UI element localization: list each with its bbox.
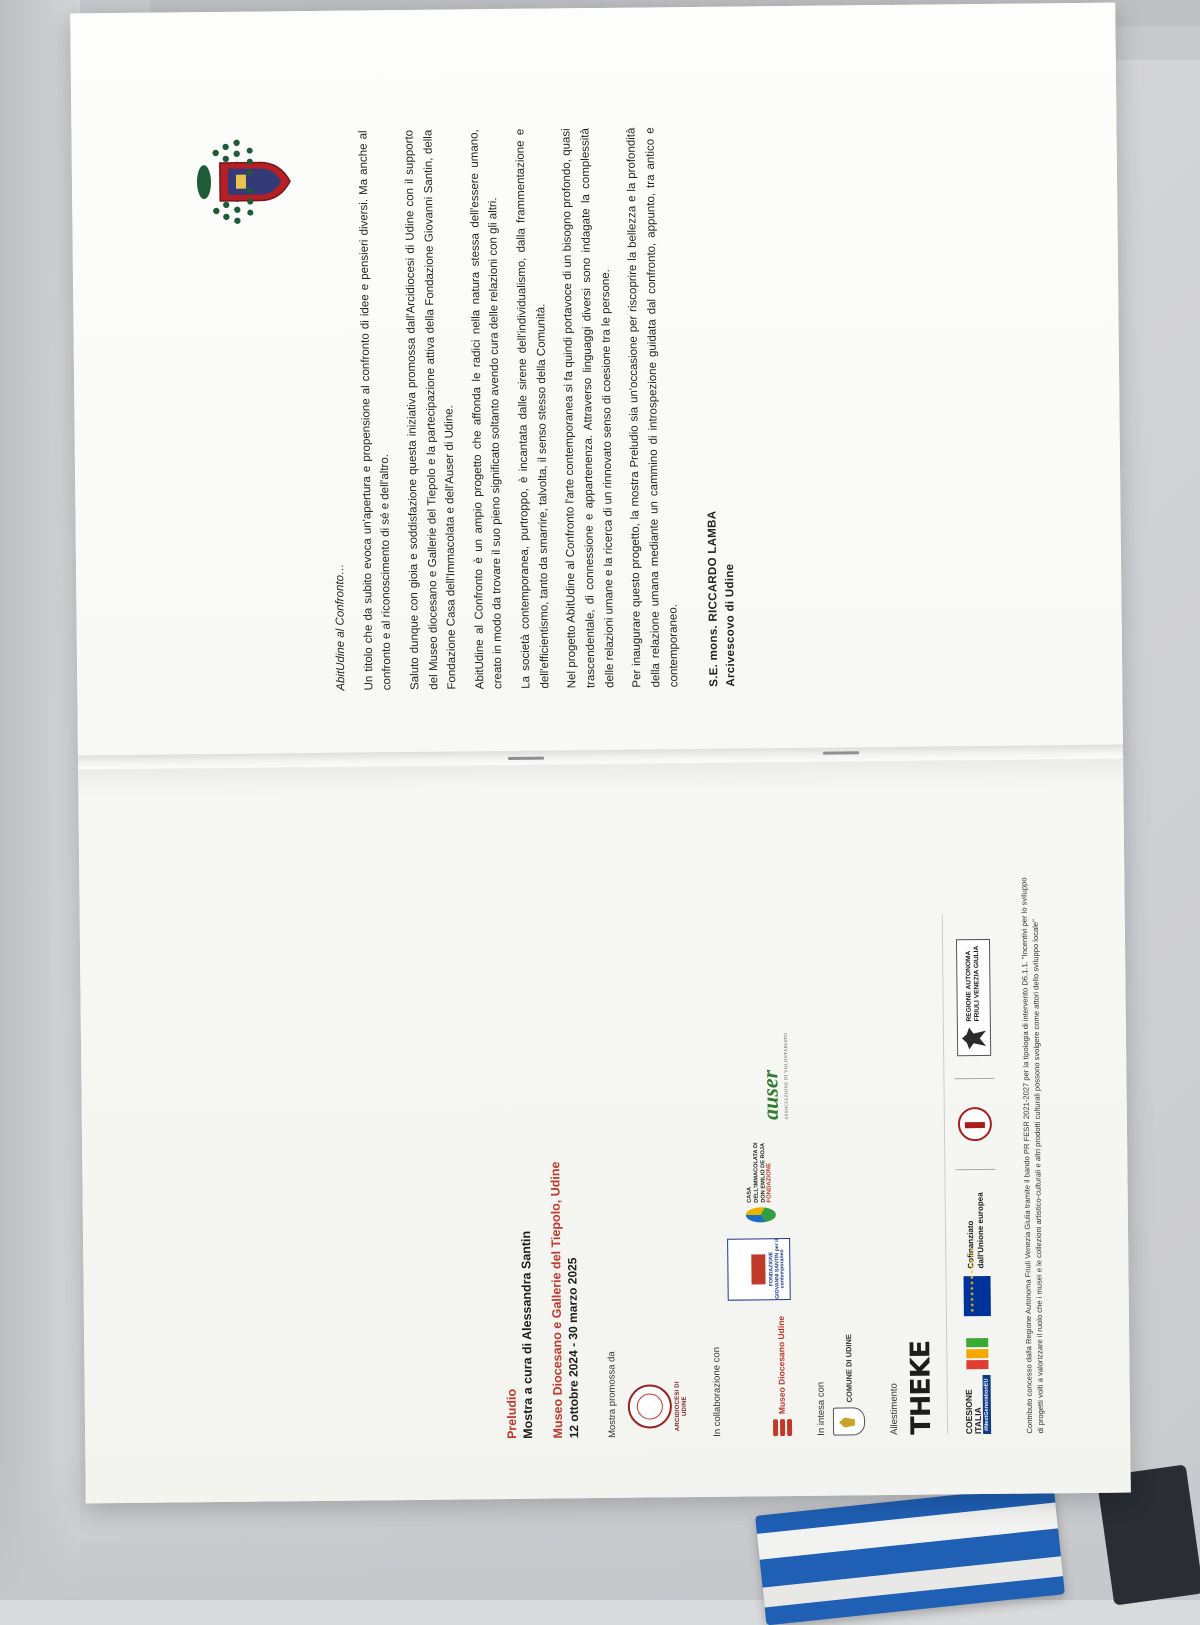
bishop-letter (326, 125, 892, 711)
regione-line-2: FRIULI VENEZIA GIULIA (973, 945, 981, 1022)
museo-diocesano-udine-logo (772, 1316, 792, 1436)
staple-bottom (823, 751, 859, 754)
open-booklet (70, 3, 1131, 1504)
repubblica-italiana-logo (953, 1101, 997, 1147)
coesione-logo-text (964, 1375, 991, 1434)
logo-row-setup (899, 775, 937, 1435)
label-allestimento: Allestimento (888, 1383, 901, 1436)
letter-paragraph-3: AbitUdine al Confronto è un ampio progetto che affonda le radici nella natura stessa dell'essere umano, creato in modo da trovare il suo pieno significato soltanto avendo cura delle relazioni con gli altri. (468, 129, 505, 690)
package-white-strip (757, 1503, 1058, 1560)
eu-flag-icon (963, 1276, 990, 1316)
exhibition-curator: Mostra a cura di Alessandra Santin (519, 1230, 536, 1439)
logo-separator-1 (955, 1169, 995, 1170)
coesione-line-1: COESIONE (963, 1389, 974, 1435)
colophon-divider (942, 914, 948, 1434)
casa-logo-title: CASA DELL'IMMACOLATA DI DON EMILIO DE ROJA (746, 1142, 767, 1203)
theke-logo: THEKE (905, 1340, 938, 1435)
regione-friuli-venezia-giulia-logo (956, 939, 991, 1057)
european-union-logo (962, 1192, 990, 1316)
arcidiocesi-seal-icon (628, 1384, 672, 1428)
eu-line-1: Cofinanziato (965, 1220, 976, 1269)
regione-logo-text (965, 946, 982, 1022)
coesione-tag: #NextGenerationEU (983, 1375, 992, 1434)
casa-glyph-icon (746, 1208, 776, 1223)
exhibition-title: Preludio (504, 1388, 520, 1440)
colophon-stack (498, 773, 1046, 1439)
funding-footnote: Contributo concesso dalla Regione Autonoma Friuli Venezia Giulia tramite il bando PR FESR 2021-2027 per la tipologia di intervento D6.1.1. "Incentivi per lo sviluppo di progetti volti a valorizzare il ruolo che i musei e le collezioni artistico-culturali e altri prodotti culturali possono svolgere come attori dello sviluppo locale" (1019, 877, 1046, 1434)
label-in-intesa-con: In intesa con (815, 1381, 828, 1436)
coesione-italia-logo (964, 1338, 992, 1434)
desk-left-edge (0, 0, 80, 1600)
letter-paragraph-2: Saluto dunque con gioia e soddisfazione questa iniziativa promossa dall'Arcidiocesi di Udine con il supporto del Museo diocesano e Gallerie del Tiepolo e la partecipazione attiva della Fondazione Giovanni Santin, della Fondazione Casa dell'Immacolata e dell'Auser di Udine. (403, 129, 459, 690)
label-promossa-da: Mostra promossa da (606, 1351, 619, 1438)
letter-signature (700, 127, 740, 687)
archdiocese-crest-icon (189, 116, 300, 247)
comune-di-udine-logo (832, 1334, 865, 1436)
casa-dell-immacolata-don-emilio-de-roja-logo (731, 1136, 790, 1223)
fondazione-mark-icon (751, 1254, 765, 1284)
logo-separator-2 (954, 1078, 994, 1079)
eu-line-2: dall'Unione europea (975, 1192, 986, 1269)
letter-paragraph-0: AbitUdine al Confronto… (334, 563, 348, 691)
regione-eagle-icon (962, 1027, 986, 1049)
fondazione-giovanni-santin-logo (727, 1238, 791, 1301)
exhibition-venue: Museo Diocesano e Gallerie del Tiepolo, Udine (548, 1161, 566, 1439)
staple-top (508, 757, 544, 760)
logo-row-promoters (617, 777, 688, 1438)
logo-row-institutional (949, 774, 1000, 1434)
label-in-collaborazione-con: In collaborazione con (711, 1346, 724, 1437)
casa-logo-text (746, 1136, 774, 1203)
coesione-bars-icon (966, 1338, 988, 1369)
auser-logo-text: auser (757, 1069, 783, 1121)
letter-paragraph-6: Per inaugurare questo progetto, la mostra Preludio sia un'occasione per riscoprire la bellezza e la profondità della relazione umana mediante un cammino di introspezione guidata dal confronto, appunto, tra antico e contemporaneo. (625, 127, 681, 688)
casa-logo-subtitle: FONDAZIONE (766, 1162, 774, 1203)
repubblica-emblem-icon (958, 1107, 992, 1141)
letter-paragraph-4: La società contemporanea, purtroppo, è incantata dalle sirene dell'individualismo, dalla frammentazione e dell'efficientismo, tanto da smarrire, talvolta, il senso stesso della Comunità. (514, 128, 551, 689)
museo-marks-icon (773, 1419, 792, 1436)
letter-text-block (326, 127, 740, 691)
arcidiocesi-di-udine-logo (624, 1375, 689, 1438)
coesione-line-2: ITALIA (972, 1407, 984, 1435)
logo-row-partners (826, 775, 865, 1435)
colophon-page (498, 773, 1105, 1479)
auser-logo (757, 1033, 789, 1120)
letter-paragraph-5: Nel progetto AbitUdine al Confronto l'arte contemporanea si fa quindi portavoce di un bisogno profondo, quasi trascendentale, di connessione e appartenenza. Attraverso linguaggi diversi sono indagate la complessità delle relazioni umane e la ricerca di un rinnovato senso di coesione tra le persone. (560, 128, 616, 689)
logo-row-collaborators (722, 776, 792, 1437)
signature-name: S.E. mons. RICCARDO LAMBA (706, 510, 721, 687)
auser-logo-subtitle: ASSOCIAZIONE DI VOLONTARIATO (782, 1032, 789, 1120)
exhibition-dates: 12 ottobre 2024 - 30 marzo 2025 (565, 1257, 582, 1439)
signature-role: Arcivescovo di Udine (724, 563, 738, 687)
letter-paragraph-1: Un titolo che da subito evoca un'apertura e propensione al confronto di idee e pensieri diversi. Ma anche al confronto e al riconoscimento di sé e dell'altro. (357, 130, 394, 691)
comune-shield-icon (833, 1407, 865, 1435)
regione-line-1: REGIONE AUTONOMA (964, 950, 973, 1022)
fondazione-logo-text: FONDAZIONE GIOVANNI SANTIN per il contemporaneo (768, 1238, 786, 1299)
museo-logo-text: Museo Diocesano Udine (775, 1315, 787, 1415)
comune-logo-text: COMUNE DI UDINE (843, 1334, 854, 1403)
arcidiocesi-logo-text: ARCIDIOCESI DI UDINE (674, 1381, 688, 1432)
